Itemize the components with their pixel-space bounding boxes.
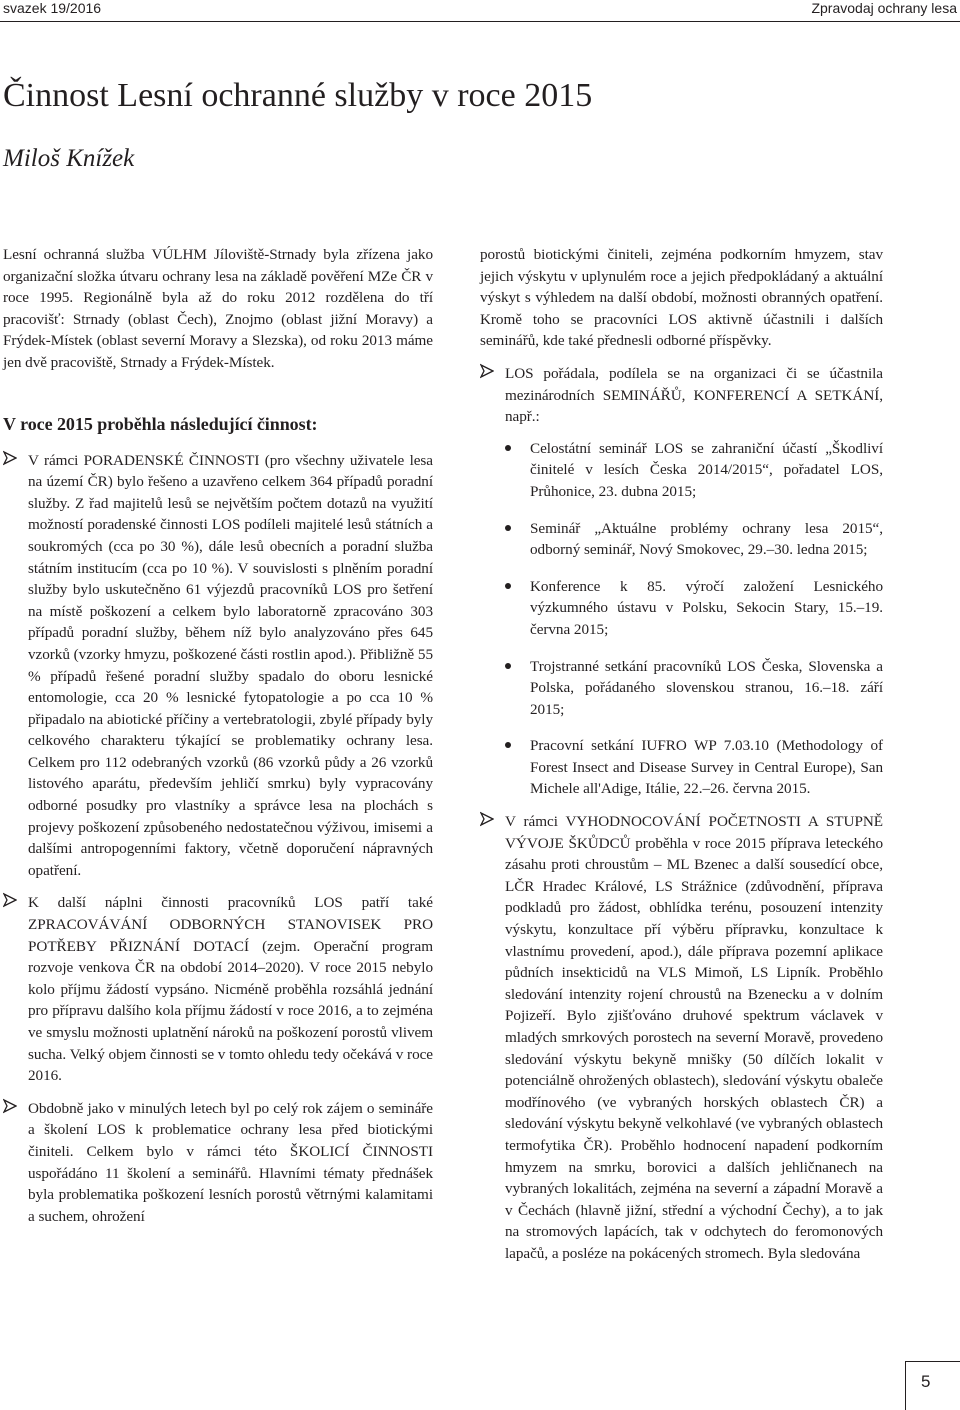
event-text: Pracovní setkání IUFRO WP 7.03.10 (Methodology of Forest Insect and Disease Survey in Central Europe), San Michele all'Adige, Itálie, 22.–26. června 2015. xyxy=(530,737,883,798)
page-number-box xyxy=(905,1361,960,1410)
dot-icon xyxy=(505,583,511,589)
list-item-pest-monitoring xyxy=(480,811,883,1264)
list-item-text: V rámci PORADENSKÉ ČINNOSTI (pro všechny uživatele lesa na území ČR) bylo řešeno a uzavřeno celkem 364 případů poradní služby. Z řad majitelů lesů se největším počtem dotazů na využití možností poradenské činnosti LOS podíleli majitelé lesů státních a soukromých (cca po 30 %), dále lesů obecních a poradní služba státním institucím (cca po 10 %). V souvislosti s plněním poradní služby bylo uskutečněno 61 výjezdů pracovníků LOS pro šetření na místě poškození a celkem bylo laboratorně zpracováno 303 případů poradní služby, během níž bylo analyzováno přes 645 vzorků (vzorky hmyzu, poškozené části rostlin apod.). Přibližně 55 % případů řešené poradní služby spadalo do oboru lesnické entomologie, cca 20 % lesnické fytopatologie a po cca 10 % připadalo na abiotické příčiny a vertebratologii, zbylé případy byly celkového charakteru týkající se problematiky ochrany lesa. Celkem pro 112 odebraných vzorků (86 vzorků půdy a 26 vzorků listového aparátu, především jehličí smrku) byly vypracovány odborné posudky pro vlastníky a správce lesa na plochách s projevy poškození způsobeného nedostatečnou výživou, imisemi a dalšími antropogenními faktory, včetně doporučení nápravných opatření. xyxy=(28,451,433,879)
running-header-publication: Zpravodaj ochrany lesa xyxy=(811,0,957,16)
dot-icon xyxy=(505,742,511,748)
event-item xyxy=(505,735,883,800)
left-column xyxy=(3,244,433,1227)
arrowhead-icon xyxy=(3,892,17,908)
event-text: Trojstranné setkání pracovníků LOS Česka, Slovenska a Polska, pořádaného slovenskou stranou, 16.–18. září 2015; xyxy=(530,657,883,718)
dot-icon xyxy=(505,663,511,669)
list-item-text: Obdobně jako v minulých letech byl po celý rok zájem o semináře a školení LOS k problematice ochrany lesa před biotickými činiteli. Celkem bylo v rámci této ŠKOLICÍ ČINNOSTI uspořádáno 11 školení a seminářů. Hlavními tématy přednášek byla problematika poškození lesních porostů větrnými kalamitami a suchem, ohrožení xyxy=(28,1099,433,1225)
right-column xyxy=(480,244,883,1265)
arrowhead-icon xyxy=(480,811,494,827)
event-item xyxy=(505,438,883,503)
header-rule xyxy=(0,21,960,22)
list-item-text: V rámci VYHODNOCOVÁNÍ POČETNOSTI A STUPNĚ VÝVOJE ŠKŮDCŮ proběhla v roce 2015 příprava leteckého zásahu proti chroustům – ML Bzenec a další sousedící obce, LČR Hradec Králové, LS Strážnice (zdůvodnění, příprava podkladů pro žádost, obhlídka terénu, posouzení intenzity výskytu, konzultace pří výběru přípravku, konzultace k vlastnímu provedení, apod.), dále příprava pozemní aplikace půdních insekticidů na VLS Mimoň, LS Lipník. Proběhlo sledování intenzity rojení chroustů na Bzenecku a v dolním Pojizeří. Bylo zjišťováno druhové spektrum václavek v mladých smrkových porostech na severní Moravě, provedeno sledování výskytu bekyně mnišky (50 dílčích lokalit v potenciálně ohrožených oblastech), sledování výskytu obaleče modřínového (ve vybraných horských oblastech ČR) a sledování výskytu bekyně velkohlavé (ve vybraných oblastech termofytika ČR). Proběhlo hodnocení napadení podkorním hmyzem na smrku, borovici a dalších jehličnanech na vybraných lokalitách, zejména na severní a západní Moravě a v Čechách (hlavně jižní, střední a východní Čechy), a to jak na stromových lapácích, tak v odchytech do feromonových lapačů, a posléze na pokácených stromech. Byla sledována xyxy=(505,813,883,1262)
arrowhead-icon xyxy=(3,1098,17,1114)
list-item-training xyxy=(3,1098,433,1228)
event-item xyxy=(505,576,883,641)
dot-icon xyxy=(505,445,511,451)
list-item-seminars xyxy=(480,363,883,800)
intro-paragraph: Lesní ochranná služba VÚLHM Jíloviště-Strnady byla zřízena jako organizační složka útvaru ochrany lesa na základě pověření MZe ČR v roce 1995. Regionálně byla až do roku 2012 rozdělena do tří pracovišť: Strnady (oblast Čech), Znojmo (oblast jižní Moravy) a Frýdek-Místek (oblast severní Moravy a Slezska), od roku 2013 máme jen dvě pracoviště, Strnady a Frýdek-Místek. xyxy=(3,246,433,371)
dot-icon xyxy=(505,525,511,531)
running-header-issue: svazek 19/2016 xyxy=(3,0,102,16)
event-item xyxy=(505,518,883,561)
continued-paragraph: porostů biotickými činiteli, zejména podkorním hmyzem, stav jejich výskytu v uplynulém roce a jejich předpokládaný a aktuální výskyt s výhledem na další období, možnosti obranných opatření. Kromě toho se pracovníci LOS aktivně účastnili i dalších seminářů, kde také přednesli odborné příspěvky. xyxy=(480,246,883,350)
arrowhead-icon xyxy=(3,450,17,466)
event-text: Seminář „Aktuálne problémy ochrany lesa 2015“, odborný seminář, Nový Smokovec, 29.–30. ledna 2015; xyxy=(530,519,883,559)
event-text: Celostátní seminář LOS se zahraniční účastí „Škodliví činitelé v lesích Česka 2014/2015“, pořadatel LOS, Průhonice, 23. dubna 2015; xyxy=(530,439,883,500)
list-item-subsidy xyxy=(3,892,433,1086)
list-item-text: K další náplni činnosti pracovníků LOS patří také ZPRACOVÁVÁNÍ ODBORNÝCH STANOVISEK PRO POTŘEBY PŘIZNÁNÍ DOTACÍ (zejm. Operační program rozvoje venkova ČR na období 2014–2020). V roce 2015 nebylo kolo příjmu žádostí vypsáno. Nicméně proběhla rozsáhlá jednání pro přípravu dalšího kola příjmu žádostí v roce 2016, a to zejména ve smyslu možnosti uplatnění nároků na poškození porostů vlivem sucha. Velký objem činnosti se v tomto ohledu tedy očekává v roce 2016. xyxy=(28,894,433,1085)
page-number: 5 xyxy=(921,1372,931,1391)
list-item-text: LOS pořádala, podílela se na organizaci či se účastnila mezinárodních SEMINÁŘŮ, KONFERENCÍ A SETKÁNÍ, např.: xyxy=(505,364,883,426)
event-text: Konference k 85. výročí založení Lesnického výzkumného ústavu v Polsku, Sekocin Stary, 15.–19. června 2015; xyxy=(530,577,883,638)
arrowhead-icon xyxy=(480,363,494,379)
event-item xyxy=(505,656,883,721)
list-item-advisory xyxy=(3,450,433,882)
article-author: Miloš Knížek xyxy=(3,145,135,172)
section-heading: V roce 2015 proběhla následující činnost: xyxy=(3,413,318,434)
article-title: Činnost Lesní ochranné služby v roce 2015 xyxy=(3,77,593,114)
event-list xyxy=(505,438,883,800)
